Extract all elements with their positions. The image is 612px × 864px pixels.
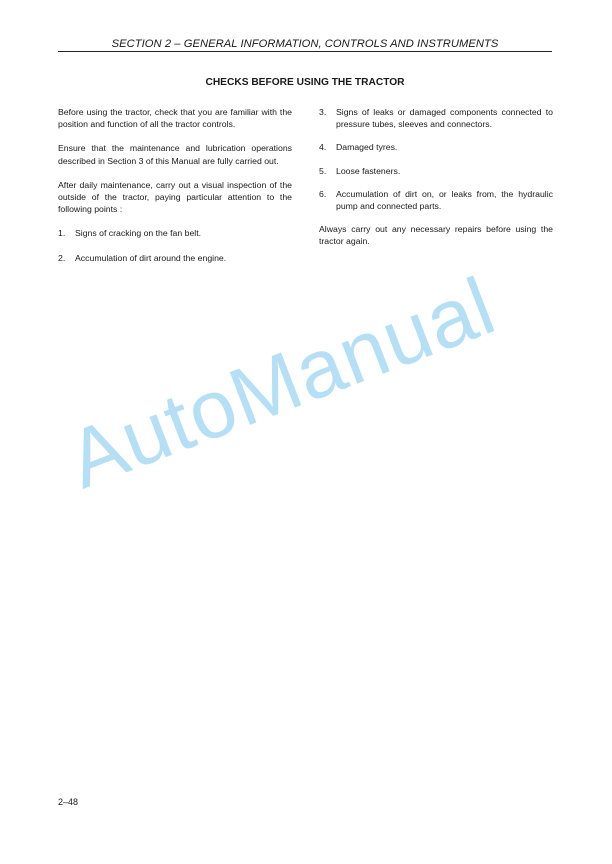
inspection-paragraph: After daily maintenance, carry out a visual inspection of the outside of the tractor, paying particular attention to the following points :: [58, 179, 292, 215]
item-number: 1.: [58, 228, 66, 239]
item-text: Damaged tyres.: [336, 142, 398, 153]
item-text: Accumulation of dirt around the engine.: [75, 252, 227, 263]
item-text: Signs of cracking on the fan belt.: [75, 228, 202, 239]
watermark: AutoManual: [56, 260, 507, 506]
checklist-item: [319, 141, 553, 153]
checklist-item: [319, 106, 553, 130]
item-number: 4.: [319, 142, 327, 153]
intro-paragraph: Before using the tractor, check that you are familiar with the position and function of all the tractor controls.: [58, 107, 292, 130]
item-number: 2.: [58, 252, 66, 263]
left-column: [58, 106, 292, 276]
checklist-item: [319, 188, 553, 212]
item-text: Signs of leaks or damaged components connected to pressure tubes, sleeves and connectors.: [336, 107, 553, 130]
maintenance-paragraph: Ensure that the maintenance and lubrication operations described in Section 3 of this Manual are fully carried out.: [58, 143, 292, 166]
checklist-item: [319, 165, 553, 177]
item-number: 6.: [319, 188, 327, 199]
item-number: 3.: [319, 107, 327, 117]
closing-paragraph: Always carry out any necessary repairs before using the tractor again.: [319, 224, 553, 247]
checklist-item: [58, 252, 292, 264]
right-column: [319, 106, 553, 260]
item-number: 5.: [319, 165, 327, 176]
checklist-item: [58, 227, 292, 239]
page-number: 2–48: [58, 797, 79, 807]
section-header: SECTION 2 – GENERAL INFORMATION, CONTROLS AND INSTRUMENTS: [58, 38, 552, 52]
item-text: Loose fasteners.: [336, 165, 401, 176]
item-text: Accumulation of dirt on, or leaks from, the hydraulic pump and connected parts.: [336, 188, 553, 212]
page-title: CHECKS BEFORE USING THE TRACTOR: [205, 77, 405, 88]
